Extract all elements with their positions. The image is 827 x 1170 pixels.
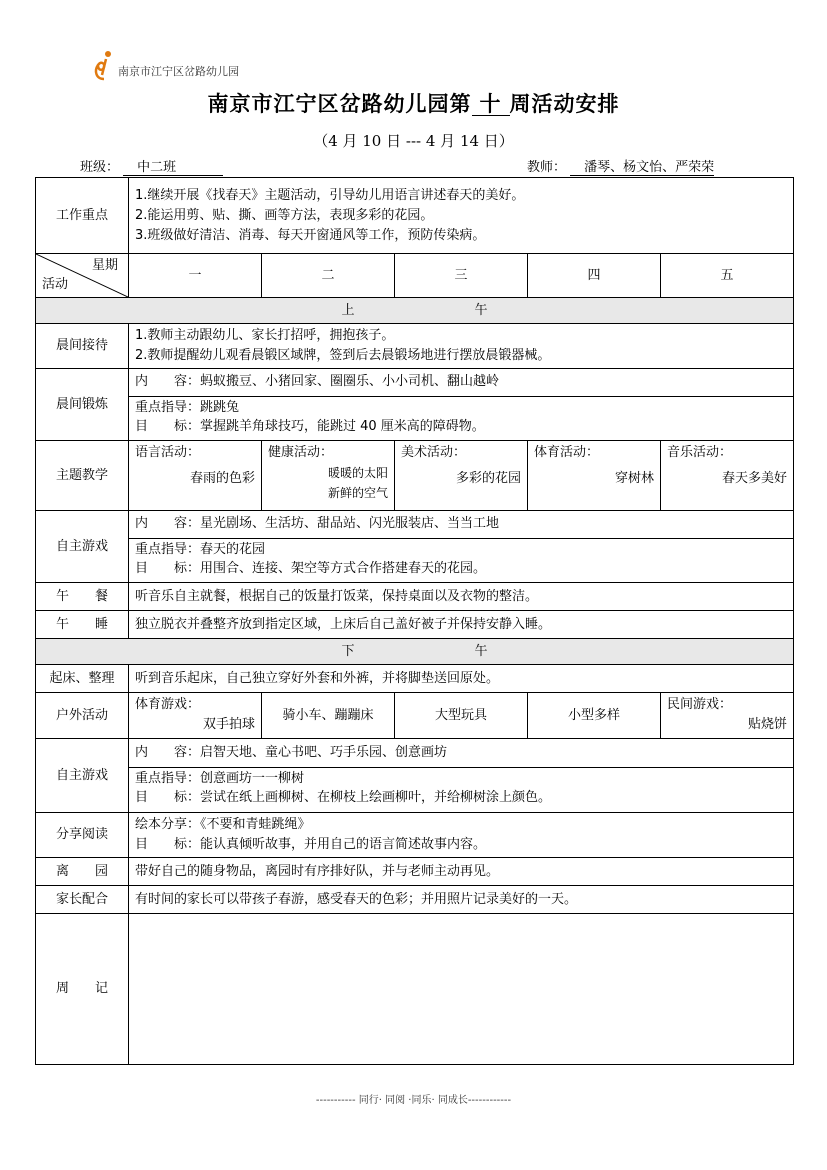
title-suffix: 周活动安排 bbox=[509, 92, 620, 116]
weekday-fri: 五 bbox=[661, 254, 794, 298]
theme-activity: 暖暖的太阳 bbox=[327, 466, 388, 480]
header-activity-word: 活动 bbox=[42, 277, 69, 292]
weekday-thu: 四 bbox=[528, 254, 661, 298]
theme-activity: 多彩的花园 bbox=[455, 471, 521, 486]
free-play-goal: 目 标：尝试在纸上画柳树、在柳枝上绘画柳叶，并给柳树涂上颜色。 bbox=[135, 790, 552, 805]
exercise-content-line: 内 容：蚂蚁搬豆、小猪回家、圈圈乐、小小司机、翻山越岭 bbox=[135, 374, 500, 389]
date-range: （4 月 10 日 --- 4 月 14 日） bbox=[313, 132, 514, 150]
title-prefix: 南京市江宁区岔路幼儿园第 bbox=[207, 92, 472, 116]
kindergarten-logo bbox=[92, 45, 239, 81]
theme-title: 音乐活动： bbox=[667, 445, 733, 460]
header-week-word: 星期 bbox=[91, 258, 118, 273]
section-char: 午 bbox=[474, 643, 488, 659]
outdoor-cell bbox=[528, 693, 661, 739]
reading-line: 绘本分享：《不要和青蛙跳绳》 bbox=[135, 817, 311, 832]
theme-row bbox=[36, 441, 794, 511]
morning-section-header bbox=[36, 298, 794, 324]
theme-activity: 新鲜的空气 bbox=[327, 486, 388, 500]
row-label: 离 园 bbox=[36, 858, 129, 886]
reading-content bbox=[129, 813, 794, 858]
notes-row bbox=[36, 914, 794, 1065]
theme-cell-health bbox=[262, 441, 395, 511]
theme-title: 美术活动： bbox=[401, 445, 467, 460]
title-week: 十 bbox=[472, 93, 510, 116]
free-play-guidance: 重点指导：创意画坊一一柳树 bbox=[129, 767, 793, 790]
morning-section-row bbox=[36, 298, 794, 324]
free-play-goal: 目 标：用围合、连接、架空等方式合作搭建春天的花园。 bbox=[135, 561, 487, 576]
focus-line: 3.班级做好清洁、消毒、每天开窗通风等工作，预防传染病。 bbox=[135, 227, 486, 243]
focus-line: 2.能运用剪、贴、撕、画等方法，表现多彩的花园。 bbox=[135, 207, 434, 223]
reception-row bbox=[36, 324, 794, 369]
logo-mark-icon bbox=[92, 49, 116, 81]
weekday-tue: 二 bbox=[262, 254, 395, 298]
row-label: 户外活动 bbox=[36, 693, 129, 739]
outdoor-cell bbox=[395, 693, 528, 739]
weekday-wed: 三 bbox=[395, 254, 528, 298]
outdoor-activity: 小型多样 bbox=[567, 707, 620, 723]
afternoon-free-play-row bbox=[36, 739, 794, 813]
reception-line: 1.教师主动跟幼儿、家长打招呼，拥抱孩子。 bbox=[135, 328, 395, 343]
diagonal-header-cell bbox=[36, 254, 129, 298]
row-label: 午 睡 bbox=[36, 611, 129, 639]
afternoon-section-header bbox=[36, 639, 794, 665]
footer-slogan: ----------- 同行· 同阅 ·同乐· 同成长------------ bbox=[315, 1095, 512, 1106]
row-label: 晨间接待 bbox=[36, 324, 129, 369]
row-label: 午 餐 bbox=[36, 583, 129, 611]
class-value: 中二班 bbox=[123, 156, 223, 176]
theme-activity: 穿树林 bbox=[614, 471, 654, 486]
teacher-info bbox=[527, 156, 714, 176]
exercise-goal: 目 标：掌握跳羊角球技巧，能跳过 40 厘米高的障碍物。 bbox=[135, 419, 485, 434]
weekly-notes-area[interactable] bbox=[129, 914, 794, 1065]
teacher-value: 潘琴、杨文怡、严荣荣 bbox=[570, 156, 714, 176]
outdoor-cell bbox=[661, 693, 794, 739]
page-title bbox=[0, 88, 827, 118]
row-label: 自主游戏 bbox=[36, 739, 129, 813]
row-label: 家长配合 bbox=[36, 886, 129, 914]
schedule-table bbox=[35, 177, 794, 1065]
outdoor-cell bbox=[262, 693, 395, 739]
reading-row bbox=[36, 813, 794, 858]
theme-title: 体育活动： bbox=[534, 445, 600, 460]
row-label: 起床、整理 bbox=[36, 665, 129, 693]
row-label: 晨间锻炼 bbox=[36, 369, 129, 441]
teacher-label: 教师： bbox=[527, 160, 567, 175]
outdoor-cell bbox=[129, 693, 262, 739]
reception-content bbox=[129, 324, 794, 369]
morning-free-play-row bbox=[36, 511, 794, 583]
section-char: 下 bbox=[341, 643, 355, 659]
row-label: 主题教学 bbox=[36, 441, 129, 511]
class-info bbox=[80, 156, 223, 176]
section-char: 上 bbox=[341, 302, 355, 318]
leave-text: 带好自己的随身物品，离园时有序排好队，并与老师主动再见。 bbox=[129, 858, 794, 886]
wake-text: 听到音乐起床，自己独立穿好外套和外裤，并将脚垫送回原处。 bbox=[129, 665, 794, 693]
weekday-mon: 一 bbox=[129, 254, 262, 298]
parents-row bbox=[36, 886, 794, 914]
afternoon-section-row bbox=[36, 639, 794, 665]
theme-cell-language bbox=[129, 441, 262, 511]
row-label: 周 记 bbox=[36, 914, 129, 1065]
outdoor-row bbox=[36, 693, 794, 739]
exercise-guidance: 重点指导：跳跳兔 bbox=[129, 396, 793, 419]
theme-activity: 春天多美好 bbox=[722, 471, 788, 486]
logo-text: 南京市江宁区岔路幼儿园 bbox=[118, 65, 239, 78]
theme-cell-sports bbox=[528, 441, 661, 511]
nap-row bbox=[36, 611, 794, 639]
outdoor-activity: 贴烧饼 bbox=[748, 717, 788, 732]
lunch-text: 听音乐自主就餐，根据自己的饭量打饭菜，保持桌面以及衣物的整洁。 bbox=[129, 583, 794, 611]
free-play-content-line: 内 容：启智天地、童心书吧、巧手乐园、创意画坊 bbox=[135, 745, 448, 760]
section-char: 午 bbox=[474, 302, 488, 318]
weekday-header-row bbox=[36, 254, 794, 298]
leave-row bbox=[36, 858, 794, 886]
outdoor-activity: 骑小车、蹦蹦床 bbox=[282, 707, 374, 723]
outdoor-title: 民间游戏： bbox=[667, 697, 733, 712]
exercise-content bbox=[129, 369, 794, 441]
lunch-row bbox=[36, 583, 794, 611]
free-play-content bbox=[129, 511, 794, 583]
theme-title: 语言活动： bbox=[135, 445, 201, 460]
free-play-content-line: 内 容：星光剧场、生活坊、甜品站、闪光服装店、当当工地 bbox=[135, 516, 500, 531]
theme-title: 健康活动： bbox=[268, 445, 334, 460]
focus-line: 1.继续开展《找春天》主题活动，引导幼儿用语言讲述春天的美好。 bbox=[135, 187, 525, 203]
exercise-row bbox=[36, 369, 794, 441]
theme-cell-art bbox=[395, 441, 528, 511]
outdoor-activity: 大型玩具 bbox=[434, 707, 487, 723]
row-label: 工作重点 bbox=[36, 178, 129, 254]
reading-line: 目 标：能认真倾听故事，并用自己的语言简述故事内容。 bbox=[135, 837, 487, 852]
outdoor-title: 体育游戏： bbox=[135, 697, 201, 712]
theme-cell-music bbox=[661, 441, 794, 511]
nap-text: 独立脱衣并叠整齐放到指定区域，上床后自己盖好被子并保持安静入睡。 bbox=[129, 611, 794, 639]
parents-text: 有时间的家长可以带孩子春游，感受春天的色彩；并用照片记录美好的一天。 bbox=[129, 886, 794, 914]
outdoor-activity: 双手拍球 bbox=[202, 717, 255, 732]
free-play-content bbox=[129, 739, 794, 813]
free-play-guidance: 重点指导：春天的花园 bbox=[129, 538, 793, 561]
row-label: 分享阅读 bbox=[36, 813, 129, 858]
reception-line: 2.教师提醒幼儿观看晨锻区域牌，签到后去晨锻场地进行摆放晨锻器械。 bbox=[135, 348, 551, 363]
focus-content bbox=[129, 178, 794, 254]
wake-row bbox=[36, 665, 794, 693]
theme-activity: 春雨的色彩 bbox=[189, 471, 255, 486]
class-label: 班级： bbox=[80, 160, 120, 175]
row-label: 自主游戏 bbox=[36, 511, 129, 583]
focus-row bbox=[36, 178, 794, 254]
